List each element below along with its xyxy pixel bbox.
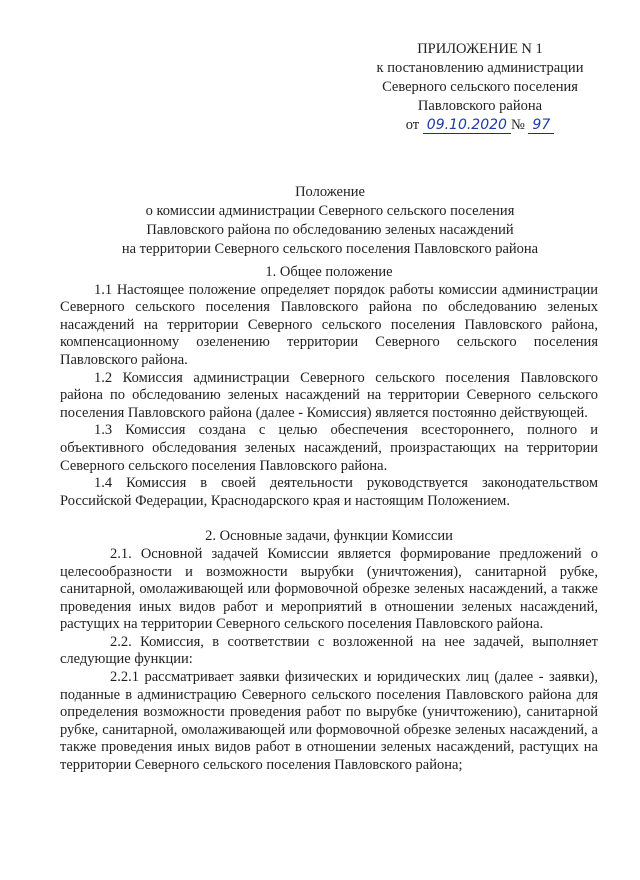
- appendix-block: [360, 40, 600, 135]
- date-prefix: от: [405, 117, 420, 133]
- appendix-date-line: [360, 116, 600, 135]
- paragraph-2-1: 2.1. Основной задачей Комиссии является формирование предложений о целесообразности и возможности вырубки (уничтожения), санитарной рубке, санитарной, омолаживающей или формовочной обрезке зеленых насаждений, а также проведения иных видов работ и мероприятий в отношении зеленых насаждений, растущих на территории Северного сельского поселения Павловского района.: [60, 545, 598, 633]
- appendix-title: ПРИЛОЖЕНИЕ N 1: [417, 41, 543, 57]
- handwritten-number: 97: [528, 117, 554, 134]
- section-2-heading: 2. Основные задачи, функции Комиссии: [205, 528, 453, 545]
- paragraph-1-4: 1.4 Комиссия в своей деятельности руководствуется законодательством Российской Федерации, Краснодарского края и настоящим Положением.: [60, 475, 598, 509]
- title-line-3: Павловского района по обследованию зеленых насаждений: [146, 222, 514, 238]
- paragraph-1-1: 1.1 Настоящее положение определяет порядок работы комиссии администрации Северного сельского поселения Павловского района по обследованию зеленых насаждений на территории Северного сельского поселения Павловского района, компенсационному озеленению территории Северного сельского поселения Павловского района.: [60, 281, 598, 368]
- appendix-resolution-line: к постановлению администрации: [376, 60, 584, 76]
- document-body: [60, 264, 598, 775]
- document-title: [60, 183, 600, 259]
- paragraph-2-2-1: 2.2.1 рассматривает заявки физических и юридических лиц (далее - заявки), поданные в администрацию Северного сельского поселения Павловского района для определения возможности проведения работ по вырубке (уничтожению), санитарной рубке, санитарной, омолаживающей или формовочной обрезке зеленых насаждений, а также проведения иных видов работ в отношении зеленых насаждений, растущих на территории Северного сельского поселения Павловского района;: [60, 669, 598, 774]
- appendix-settlement-line: Северного сельского поселения: [382, 79, 578, 95]
- title-line-2: о комиссии администрации Северного сельского поселения: [145, 203, 515, 219]
- section-gap: [60, 510, 598, 528]
- paragraph-1-2: 1.2 Комиссия администрации Северного сельского поселения Павловского района по обследованию зеленых насаждений на территории Северного сельского поселения Павловского района (далее - Комиссия) является постоянно действующей.: [60, 369, 598, 421]
- appendix-district-line: Павловского района: [417, 98, 543, 114]
- number-sign: №: [510, 117, 525, 133]
- title-line-4: на территории Северного сельского поселения Павловского района: [121, 241, 539, 257]
- paragraph-1-3: 1.3 Комиссия создана с целью обеспечения всестороннего, полного и объективного обследования зеленых насаждений, произрастающих на территории Северного сельского поселения Павловского района.: [60, 422, 598, 474]
- title-line-1: Положение: [295, 184, 365, 200]
- handwritten-date: 09.10.2020: [423, 117, 511, 134]
- paragraph-2-2: 2.2. Комиссия, в соответствии с возложенной на нее задачей, выполняет следующие функции:: [60, 633, 598, 668]
- section-1-heading: 1. Общее положение: [265, 264, 393, 280]
